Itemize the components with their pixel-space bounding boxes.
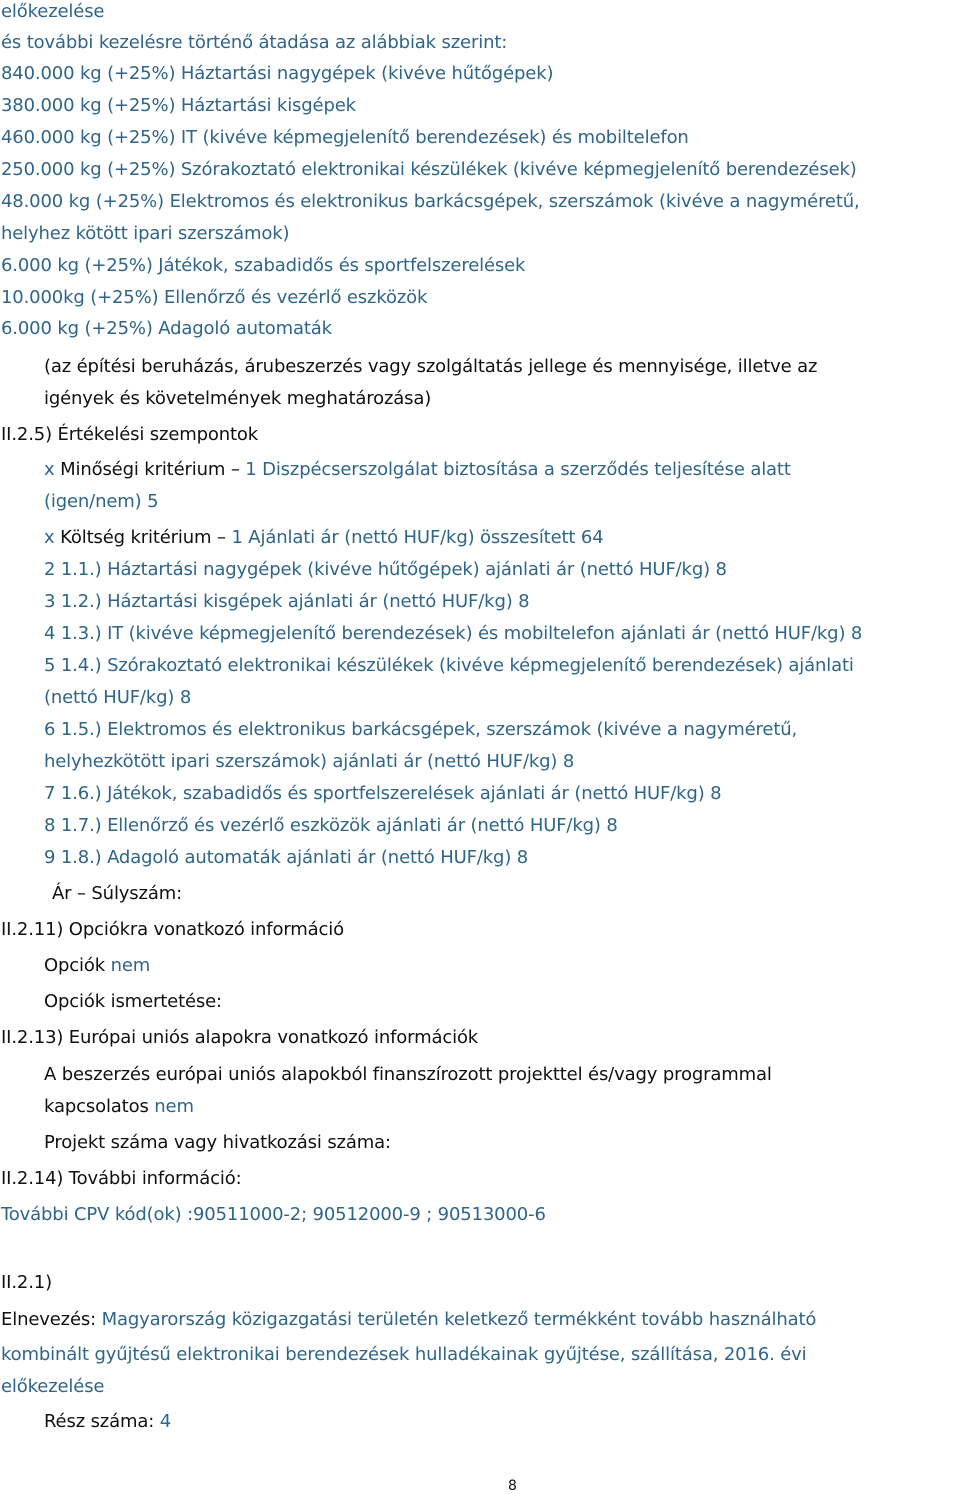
page-number: 8 xyxy=(508,1478,517,1494)
quality-criterion-mark: x xyxy=(44,459,55,480)
quantity-line: 10.000kg (+25%) Ellenőrző és vezérlő eszközök xyxy=(1,287,428,308)
quantity-line: 48.000 kg (+25%) Elektromos és elektronikus barkácsgépek, szerszámok (kivéve a nagyméretű, xyxy=(1,191,860,212)
eu-funds-label: kapcsolatos xyxy=(44,1096,149,1117)
quantity-line: helyhez kötött ipari szerszámok) xyxy=(1,223,290,244)
eu-funds-value: nem xyxy=(154,1096,194,1117)
scope-note: igények és követelmények meghatározása) xyxy=(44,388,432,409)
eu-funds-row xyxy=(44,1095,194,1119)
name-row xyxy=(1,1308,816,1332)
options-value: nem xyxy=(110,955,151,976)
cost-item: (nettó HUF/kg) 8 xyxy=(44,687,192,708)
quantity-line: 6.000 kg (+25%) Adagoló automaták xyxy=(1,318,332,339)
quality-criterion-label: Minőségi kritérium – xyxy=(60,459,240,480)
quantity-line: 840.000 kg (+25%) Háztartási nagygépek (kivéve hűtőgépek) xyxy=(1,63,554,84)
section-heading: II.2.5) Értékelési szempontok xyxy=(1,424,259,445)
quantity-line: 460.000 kg (+25%) IT (kivéve képmegjelenítő berendezések) és mobiltelefon xyxy=(1,127,689,148)
eu-funds-label: A beszerzés európai uniós alapokból finanszírozott projekttel és/vagy programmal xyxy=(44,1064,772,1085)
cost-item: 6 1.5.) Elektromos és elektronikus barkácsgépek, szerszámok (kivéve a nagyméretű, xyxy=(44,719,798,740)
cost-criterion-label: Költség kritérium – xyxy=(60,527,226,548)
name-label: Elnevezés: xyxy=(1,1309,97,1330)
name-value: Magyarország közigazgatási területén keletkező termékként tovább használható xyxy=(101,1309,817,1330)
options-row xyxy=(44,954,150,978)
cost-criterion xyxy=(44,526,604,550)
cost-item: 4 1.3.) IT (kivéve képmegjelenítő berendezések) és mobiltelefon ajánlati ár (nettó HUF/kg) 8 xyxy=(44,623,863,644)
name-value: kombinált gyűjtésű elektronikai berendezések hulladékainak gyűjtése, szállítása, 2016. évi xyxy=(1,1344,807,1365)
project-number-label: Projekt száma vagy hivatkozási száma: xyxy=(44,1132,391,1153)
section-heading: II.2.14) További információ: xyxy=(1,1168,242,1189)
cost-item: helyhezkötött ipari szerszámok) ajánlati ár (nettó HUF/kg) 8 xyxy=(44,751,575,772)
section-heading: II.2.1) xyxy=(1,1272,52,1293)
part-number-label: Rész száma: xyxy=(44,1411,155,1432)
section-heading: II.2.11) Opciókra vonatkozó információ xyxy=(1,919,344,940)
name-value: előkezelése xyxy=(1,1376,105,1397)
quantity-line: 6.000 kg (+25%) Játékok, szabadidős és sportfelszerelések xyxy=(1,255,526,276)
cpv-codes: További CPV kód(ok) :90511000-2; 90512000-9 ; 90513000-6 xyxy=(1,1204,546,1225)
quality-criterion-value: (igen/nem) 5 xyxy=(44,491,159,512)
object-text-line: és további kezelésre történő átadása az alábbiak szerint: xyxy=(1,32,508,53)
cost-item: 2 1.1.) Háztartási nagygépek (kivéve hűtőgépek) ajánlati ár (nettó HUF/kg) 8 xyxy=(44,559,727,580)
section-heading: II.2.13) Európai uniós alapokra vonatkozó információk xyxy=(1,1027,479,1048)
cost-item: 3 1.2.) Háztartási kisgépek ajánlati ár (nettó HUF/kg) 8 xyxy=(44,591,530,612)
quality-criterion xyxy=(44,458,791,482)
object-text-line: előkezelése xyxy=(1,1,105,22)
price-weight-label: Ár – Súlyszám: xyxy=(52,883,182,904)
cost-criterion-mark: x xyxy=(44,527,55,548)
cost-item: 8 1.7.) Ellenőrző és vezérlő eszközök ajánlati ár (nettó HUF/kg) 8 xyxy=(44,815,618,836)
scope-note: (az építési beruházás, árubeszerzés vagy szolgáltatás jellege és mennyisége, illetve az xyxy=(44,356,818,377)
options-label: Opciók xyxy=(44,955,106,976)
cost-criterion-value: 1 Ajánlati ár (nettó HUF/kg) összesített 64 xyxy=(231,527,604,548)
options-description-label: Opciók ismertetése: xyxy=(44,991,222,1012)
cost-item: 9 1.8.) Adagoló automaták ajánlati ár (nettó HUF/kg) 8 xyxy=(44,847,529,868)
quantity-line: 380.000 kg (+25%) Háztartási kisgépek xyxy=(1,95,356,116)
part-number-value: 4 xyxy=(159,1411,172,1432)
part-number-row xyxy=(44,1410,171,1434)
cost-item: 7 1.6.) Játékok, szabadidős és sportfelszerelések ajánlati ár (nettó HUF/kg) 8 xyxy=(44,783,722,804)
quantity-line: 250.000 kg (+25%) Szórakoztató elektronikai készülékek (kivéve képmegjelenítő berendezések) xyxy=(1,159,857,180)
quality-criterion-value: 1 Diszpécserszolgálat biztosítása a szerződés teljesítése alatt xyxy=(245,459,791,480)
cost-item: 5 1.4.) Szórakoztató elektronikai készülékek (kivéve képmegjelenítő berendezések) ajánlati xyxy=(44,655,854,676)
